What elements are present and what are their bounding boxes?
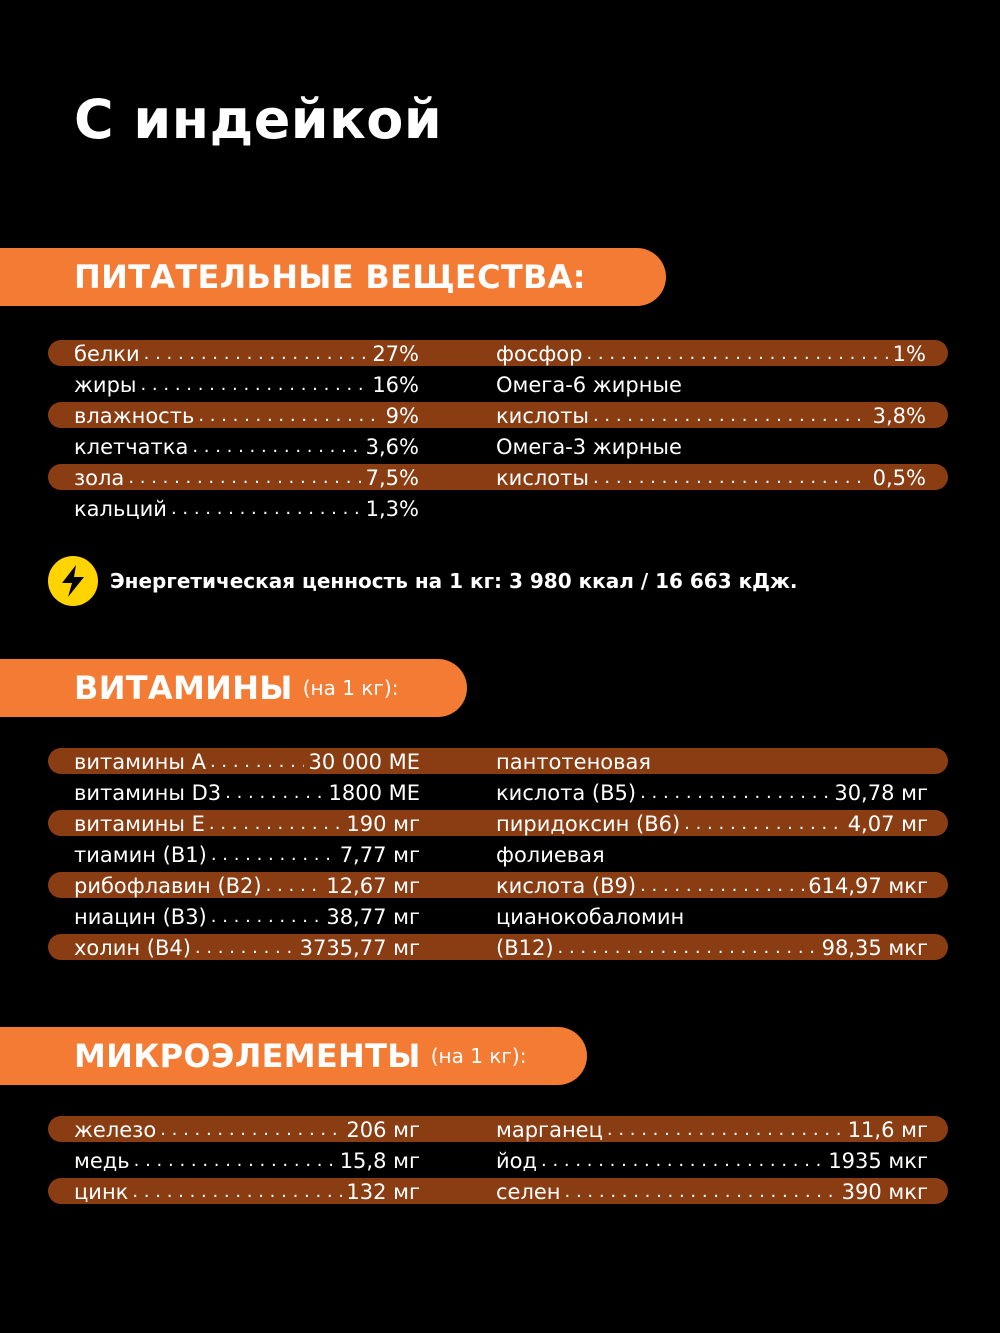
microelements-header [0, 1027, 587, 1085]
vitamins-left-list [74, 746, 420, 963]
lightning-bolt-icon [48, 556, 98, 606]
list-item: холин (В4) . . . 3735,77 мг [74, 932, 420, 963]
list-item: витамины A . . . 30 000 МЕ [74, 746, 420, 777]
list-item: витамины Е . . . 190 мг [74, 808, 420, 839]
vitamins-header-unit: (на 1 кг): [302, 676, 399, 700]
list-item: ниацин (В3) . . . 38,77 мг [74, 901, 420, 932]
list-item: Омега-6 жирные [496, 372, 682, 397]
list-item: йод . . . 1935 мкг [496, 1145, 928, 1176]
list-item: (В12) . . . 98,35 мкг [496, 932, 928, 963]
list-item: фосфор . . . 1% [496, 338, 926, 369]
list-item: пантотеновая [496, 749, 652, 774]
nutrients-right-list [496, 338, 926, 493]
energy-text: Энергетическая ценность на 1 кг: 3 980 ккал / 16 663 кДж. [110, 569, 798, 593]
list-item: кислота (В5) . . . 30,78 мг [496, 777, 928, 808]
list-item: тиамин (В1) . . . 7,77 мг [74, 839, 420, 870]
list-item: цианокобаломин [496, 904, 685, 929]
list-item: медь . . . 15,8 мг [74, 1145, 420, 1176]
list-item: пиридоксин (В6) . . . 4,07 мг [496, 808, 928, 839]
lightning-bolt-shape [58, 564, 88, 598]
list-item: кислоты . . . 0,5% [496, 462, 926, 493]
list-item: зола . . . 7,5% [74, 462, 419, 493]
microelements-left-list [74, 1114, 420, 1207]
list-item: белки . . . 27% [74, 338, 419, 369]
list-item: рибофлавин (В2) . . . 12,67 мг [74, 870, 420, 901]
vitamins-header [0, 659, 467, 717]
list-item: селен . . . 390 мкг [496, 1176, 928, 1207]
nutrients-header-label: ПИТАТЕЛЬНЫЕ ВЕЩЕСТВА: [74, 258, 586, 296]
list-item: марганец . . . 11,6 мг [496, 1114, 928, 1145]
microelements-right-list [496, 1114, 928, 1207]
list-item: цинк . . . 132 мг [74, 1176, 420, 1207]
energy-value-line [48, 556, 798, 606]
list-item: кислоты . . . 3,8% [496, 400, 926, 431]
list-item: кислота (В9) . . . 614,97 мкг [496, 870, 928, 901]
list-item: влажность . . . 9% [74, 400, 419, 431]
list-item: железо . . . 206 мг [74, 1114, 420, 1145]
microelements-header-unit: (на 1 кг): [430, 1044, 527, 1068]
list-item: Омега-3 жирные [496, 434, 682, 459]
microelements-header-label: МИКРОЭЛЕМЕНТЫ [74, 1037, 421, 1075]
vitamins-right-list [496, 746, 928, 963]
nutrients-header [0, 248, 666, 306]
list-item: клетчатка . . . 3,6% [74, 431, 419, 462]
list-item: кальций . . . 1,3% [74, 493, 419, 524]
vitamins-header-label: ВИТАМИНЫ [74, 669, 293, 707]
list-item: витамины D3 . . . 1800 МЕ [74, 777, 420, 808]
list-item: фолиевая [496, 842, 605, 867]
nutrients-left-list [74, 338, 419, 524]
list-item: жиры . . . 16% [74, 369, 419, 400]
page-title: С индейкой [74, 88, 443, 151]
